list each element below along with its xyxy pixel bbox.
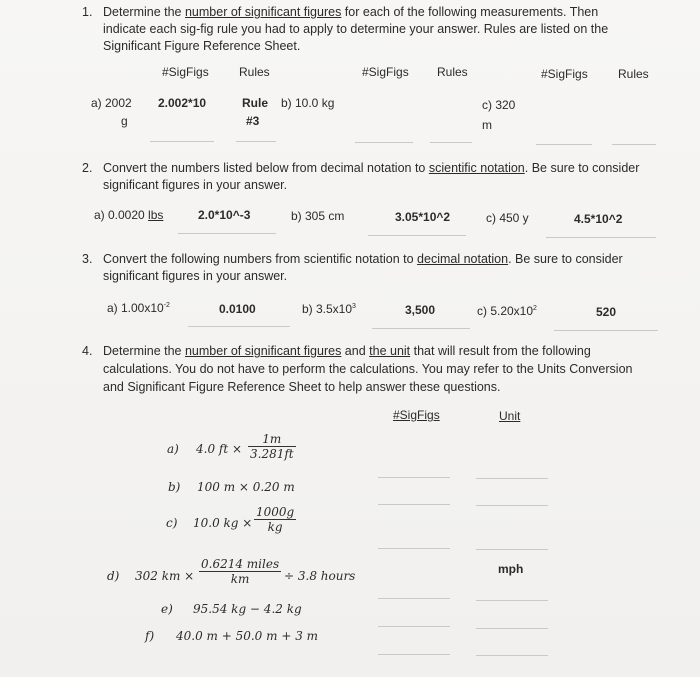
q3c-label [477, 304, 537, 318]
q2a-answer: 2.0*10^-3 [198, 208, 251, 222]
q1-prompt-underlined: number of significant figures [184, 5, 342, 19]
q4d-fraction [199, 557, 281, 586]
q4a-sigfig-blank[interactable] [378, 477, 450, 478]
q4-prompt-line1 [103, 343, 591, 360]
q3b-mantissa: b) 3.5x10 [302, 302, 353, 316]
q1b-label: b) 10.0 kg [281, 96, 335, 110]
q3c-mantissa: c) 5.20x10 [477, 304, 534, 318]
q4-prompt-underlined-1: number of significant figures [184, 344, 342, 358]
q2-number: 2. [82, 161, 93, 175]
q4-prompt-line3: and Significant Figure Reference Sheet to help answer these questions. [103, 380, 501, 394]
q1c-sigfig-blank[interactable] [536, 144, 592, 145]
q3a-mantissa: a) 1.00x10 [107, 301, 164, 315]
q4c-label: c) [166, 516, 178, 530]
q3b-label [302, 302, 356, 316]
q1-prompt-line2: indicate each sig-fig rule you had to apply to determine your answer. Rules are listed on the [103, 22, 609, 36]
q4-prompt-text: Determine the [103, 344, 185, 358]
q2b-blank[interactable] [368, 235, 466, 236]
q1a-rule-blank[interactable] [236, 141, 276, 142]
q4e-label: e) [161, 602, 173, 616]
q3b-answer: 3,500 [405, 303, 436, 317]
q2-prompt-line2: significant figures in your answer. [103, 178, 288, 192]
q4-prompt-text-after: that will result from the following [410, 344, 591, 358]
q4a-numerator: 1m [248, 432, 296, 447]
q1-prompt-text-after: for each of the following measurements. Then [341, 5, 599, 19]
q3-prompt-text: Convert the following numbers from scientific notation to [103, 252, 418, 266]
q3-prompt-line1 [103, 251, 623, 268]
q4d-expression: 302 km × [135, 569, 195, 583]
q4f-label: f) [145, 629, 155, 643]
q4b-expression: 100 m × 0.20 m [197, 480, 295, 494]
q2c-blank[interactable] [546, 237, 656, 238]
q2-prompt-underlined: scientific notation [428, 161, 525, 175]
q4a-label: a) [167, 442, 179, 456]
q2-prompt-text: Convert the numbers listed below from decimal notation to [103, 161, 429, 175]
q1-prompt-line3: Significant Figure Reference Sheet. [103, 39, 301, 53]
q1a-rule-answer-line2: #3 [246, 114, 260, 128]
q1-prompt-text: Determine the [103, 5, 185, 19]
q1-header-rules-3: Rules [618, 67, 649, 81]
q4a-expression: 4.0 ft × [196, 442, 243, 456]
q4a-unit-blank[interactable] [476, 478, 548, 479]
q3-number: 3. [82, 252, 93, 266]
q4c-unit-blank[interactable] [476, 549, 548, 550]
q2c-answer: 4.5*10^2 [574, 212, 623, 226]
q4d-numerator: 0.6214 miles [201, 557, 280, 571]
q3-prompt-underlined: decimal notation [417, 252, 509, 266]
q4c-sigfig-blank[interactable] [378, 548, 450, 549]
q1-prompt-line1 [103, 4, 598, 21]
q1b-sigfig-blank[interactable] [355, 142, 413, 143]
q4d-label: d) [107, 569, 120, 583]
q1b-rule-blank[interactable] [430, 142, 472, 143]
q3a-exponent: -2 [163, 302, 170, 309]
q1c-label: c) 320 [482, 98, 516, 112]
q4f-sigfig-blank[interactable] [378, 654, 450, 655]
q1-header-sigfigs-2: #SigFigs [362, 65, 409, 79]
q3-prompt-line2: significant figures in your answer. [103, 269, 288, 283]
q2-prompt-line1 [103, 160, 639, 177]
q4c-denominator: kg [267, 520, 283, 534]
q3a-blank[interactable] [188, 326, 290, 327]
q4-prompt-underlined-2: the unit [369, 344, 411, 358]
q1a-label: a) 2002 [91, 96, 132, 110]
q4a-denominator: 3.281ft [250, 447, 294, 461]
q2a-value: a) 0.0020 [94, 208, 149, 222]
q2b-answer: 3.05*10^2 [395, 210, 451, 224]
q3b-exponent: 3 [352, 303, 356, 310]
q1a-sigfig-answer: 2.002*10 [158, 96, 207, 110]
q4d-tail: ÷ 3.8 hours [284, 569, 356, 583]
q4e-sigfig-blank[interactable] [378, 626, 450, 627]
q3a-answer: 0.0100 [219, 302, 256, 316]
q2a-unit: lbs [148, 208, 164, 222]
q3b-blank[interactable] [372, 328, 470, 329]
q4-prompt-text-mid: and [341, 344, 370, 358]
q4d-denominator: km [230, 572, 250, 586]
q4b-label: b) [168, 480, 181, 494]
q4e-unit-blank[interactable] [476, 628, 548, 629]
q1a-rule-answer-line1: Rule [242, 96, 269, 110]
q4c-expression: 10.0 kg × [193, 516, 253, 530]
q4b-sigfig-blank[interactable] [378, 504, 450, 505]
q3-prompt-text-after: . Be sure to consider [508, 252, 623, 266]
q4e-expression: 95.54 kg − 4.2 kg [193, 602, 302, 616]
q4c-fraction [254, 505, 296, 534]
q2-prompt-text-after: . Be sure to consider [524, 161, 640, 175]
q1a-unit: g [121, 114, 128, 128]
q2a-blank[interactable] [178, 233, 276, 234]
q1a-sigfig-blank[interactable] [150, 141, 214, 142]
q1-number: 1. [82, 5, 93, 19]
q1-header-rules-1: Rules [239, 65, 270, 79]
q4-header-unit: Unit [499, 409, 521, 423]
q2c-label: c) 450 y [486, 211, 529, 225]
q4a-fraction [248, 432, 296, 461]
q4d-unit-answer: mph [498, 562, 524, 576]
q4d-unit-blank[interactable] [476, 600, 548, 601]
q3c-blank[interactable] [554, 330, 658, 331]
q4-header-sigfigs: #SigFigs [393, 408, 440, 422]
q4-prompt-line2: calculations. You do not have to perform the calculations. You may refer to the Units Conversion [103, 362, 633, 376]
q1-header-rules-2: Rules [437, 65, 468, 79]
q4f-expression: 40.0 m + 50.0 m + 3 m [176, 629, 319, 643]
q4-number: 4. [82, 344, 93, 358]
q2b-label: b) 305 cm [291, 209, 345, 223]
q3a-label [107, 301, 170, 315]
q4d-sigfig-blank[interactable] [378, 598, 450, 599]
q1-header-sigfigs-3: #SigFigs [541, 67, 588, 81]
q1-header-sigfigs-1: #SigFigs [162, 65, 209, 79]
q1c-unit: m [482, 118, 492, 132]
q1c-rule-blank[interactable] [612, 144, 656, 145]
q4f-unit-blank[interactable] [476, 655, 548, 656]
q4c-numerator: 1000g [256, 505, 295, 519]
q3c-answer: 520 [596, 305, 617, 319]
q4b-unit-blank[interactable] [476, 505, 548, 506]
q3c-exponent: 2 [533, 305, 537, 312]
q2a-label [94, 208, 163, 222]
